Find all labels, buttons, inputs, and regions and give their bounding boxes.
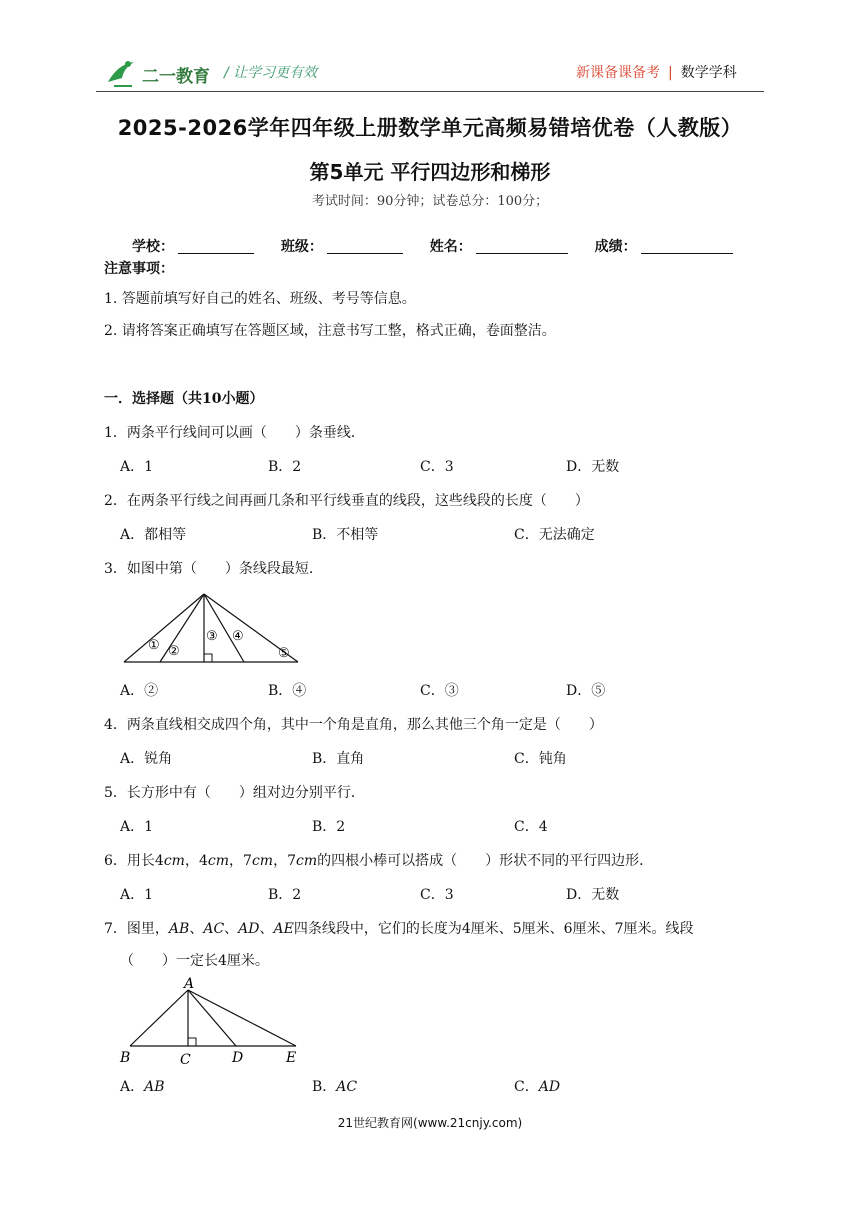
fig7-label-c: C — [180, 1052, 191, 1068]
q6-stem-part: ， — [273, 853, 288, 869]
q6-stem-part: 7 — [243, 853, 252, 869]
class-field[interactable] — [327, 239, 403, 254]
q6-unit: cm — [295, 853, 318, 869]
fig-label-3: ③ — [206, 629, 218, 644]
page-title: 2025-2026学年四年级上册数学单元高频易错培优卷（人教版） — [117, 116, 743, 140]
q7-option-b-text: AC — [336, 1079, 358, 1095]
q1-option-a[interactable]: A．1 — [120, 459, 154, 475]
q5-option-c[interactable]: C．4 — [514, 819, 548, 835]
header-tag: 新课备课备考 — [576, 65, 660, 81]
fig-label-1: ① — [148, 638, 160, 653]
score-label: 成绩： — [594, 239, 637, 255]
q4-option-b[interactable]: B．直角 — [312, 751, 365, 767]
q3-option-d[interactable]: D．⑤ — [566, 683, 606, 699]
q6-option-c[interactable]: C．3 — [420, 887, 454, 903]
q7-figure — [116, 976, 306, 1068]
q4-option-c[interactable]: C．钝角 — [514, 751, 567, 767]
question-7-stem-line2: （ ）一定长4厘米。 — [120, 953, 269, 969]
q7-option-a[interactable] — [120, 1076, 165, 1096]
fig-label-2: ② — [168, 644, 180, 659]
notice-title: 注意事项： — [104, 261, 174, 277]
page-footer: 21世纪教育网(www.21cnjy.com) — [337, 1116, 523, 1130]
score-field[interactable] — [641, 239, 733, 254]
slogan: / 让学习更有效 — [224, 65, 318, 81]
q7-option-c-text: AD — [538, 1079, 561, 1095]
q3-option-c[interactable]: C．③ — [420, 683, 459, 699]
q6-stem-part: 4 — [198, 853, 208, 869]
school-field[interactable] — [178, 239, 254, 254]
q7-option-c[interactable] — [514, 1076, 560, 1096]
q7-segment: AC — [203, 921, 225, 937]
fig7-label-a: A — [184, 976, 195, 992]
q7-stem-part: 、 — [259, 921, 274, 937]
q2-option-a[interactable]: A．都相等 — [120, 527, 187, 543]
question-6-stem — [104, 850, 653, 870]
fig-label-5: ⑤ — [278, 646, 290, 661]
q7-option-c-letter: C． — [514, 1079, 539, 1095]
question-5-stem: 5．长方形中有（ ）组对边分别平行． — [104, 785, 365, 801]
q7-stem-part: 、 — [224, 921, 239, 937]
class-label: 班级： — [280, 239, 323, 255]
fig-label-4: ④ — [232, 629, 244, 644]
brand-logo — [104, 56, 212, 90]
q3-figure — [118, 588, 304, 668]
notice-item: 1. 答题前填写好自己的姓名、班级、考号等信息。 — [104, 291, 416, 307]
q5-option-a[interactable]: A．1 — [120, 819, 154, 835]
fig7-label-d: D — [232, 1050, 244, 1066]
q7-option-a-text: AB — [144, 1079, 165, 1095]
question-2-stem: 2．在两条平行线之间再画几条和平行线垂直的线段，这些线段的长度（ ） — [104, 493, 589, 509]
name-label: 姓名： — [429, 239, 472, 255]
q6-stem-part: 4 — [154, 853, 164, 869]
q1-option-c[interactable]: C．3 — [420, 459, 454, 475]
q6-unit: cm — [163, 853, 185, 869]
q7-segment: AE — [273, 921, 294, 937]
q3-option-b[interactable]: B．④ — [268, 683, 307, 699]
header-separator: | — [668, 65, 673, 81]
q7-option-b[interactable] — [312, 1076, 357, 1096]
q6-option-b[interactable]: B．2 — [268, 887, 302, 903]
q6-stem-part: 6．用长 — [104, 853, 155, 869]
q6-option-d[interactable]: D．无数 — [566, 887, 620, 903]
notice-item: 2. 请将答案正确填写在答题区域，注意书写工整，格式正确，卷面整洁。 — [104, 323, 556, 339]
header-right — [576, 62, 737, 82]
q5-option-b[interactable]: B．2 — [312, 819, 346, 835]
header-divider — [96, 91, 764, 92]
section-title: 一．选择题（共10小题） — [104, 391, 264, 407]
q1-option-d[interactable]: D．无数 — [566, 459, 620, 475]
name-field[interactable] — [476, 239, 568, 254]
q7-option-b-letter: B． — [312, 1079, 337, 1095]
q6-stem-part: ， — [184, 853, 199, 869]
student-info-fields — [132, 236, 733, 256]
q6-stem-part: 的四根小棒可以搭成（ ）形状不同的平行四边形． — [317, 853, 654, 869]
q7-stem-part: 、 — [189, 921, 204, 937]
question-1-stem: 1．两条平行线间可以画（ ）条垂线． — [104, 425, 365, 441]
header-subject: 数学学科 — [680, 65, 737, 81]
q4-option-a[interactable]: A．锐角 — [120, 751, 173, 767]
fig7-label-e: E — [286, 1050, 297, 1066]
question-3-stem: 3．如图中第（ ）条线段最短． — [104, 561, 323, 577]
q3-option-a[interactable]: A．② — [120, 683, 159, 699]
q1-option-b[interactable]: B．2 — [268, 459, 302, 475]
q6-unit: cm — [207, 853, 230, 869]
q2-option-b[interactable]: B．不相等 — [312, 527, 379, 543]
logo-text: 二一教育 — [142, 67, 210, 87]
q7-stem-part: 7．图里， — [104, 921, 169, 937]
q6-unit: cm — [251, 853, 274, 869]
page-subtitle: 第5单元 平行四边形和梯形 — [309, 160, 551, 184]
q7-segment: AD — [238, 921, 260, 937]
q2-option-c[interactable]: C．无法确定 — [514, 527, 595, 543]
question-7-stem-line1 — [104, 918, 693, 938]
q7-option-a-letter: A． — [120, 1079, 145, 1095]
q6-stem-part: 7 — [287, 853, 296, 869]
q6-option-a[interactable]: A．1 — [120, 887, 154, 903]
fig7-label-b: B — [120, 1050, 131, 1066]
question-4-stem: 4．两条直线相交成四个角，其中一个角是直角，那么其他三个角一定是（ ） — [104, 717, 603, 733]
school-label: 学校： — [132, 239, 174, 255]
exam-meta: 考试时间：90分钟；试卷总分：100分； — [311, 194, 549, 209]
q7-stem-part: 四条线段中，它们的长度为4厘米、5厘米、6厘米、7厘米。线段 — [293, 921, 694, 937]
q6-stem-part: ， — [229, 853, 244, 869]
q7-segment: AB — [168, 921, 190, 937]
